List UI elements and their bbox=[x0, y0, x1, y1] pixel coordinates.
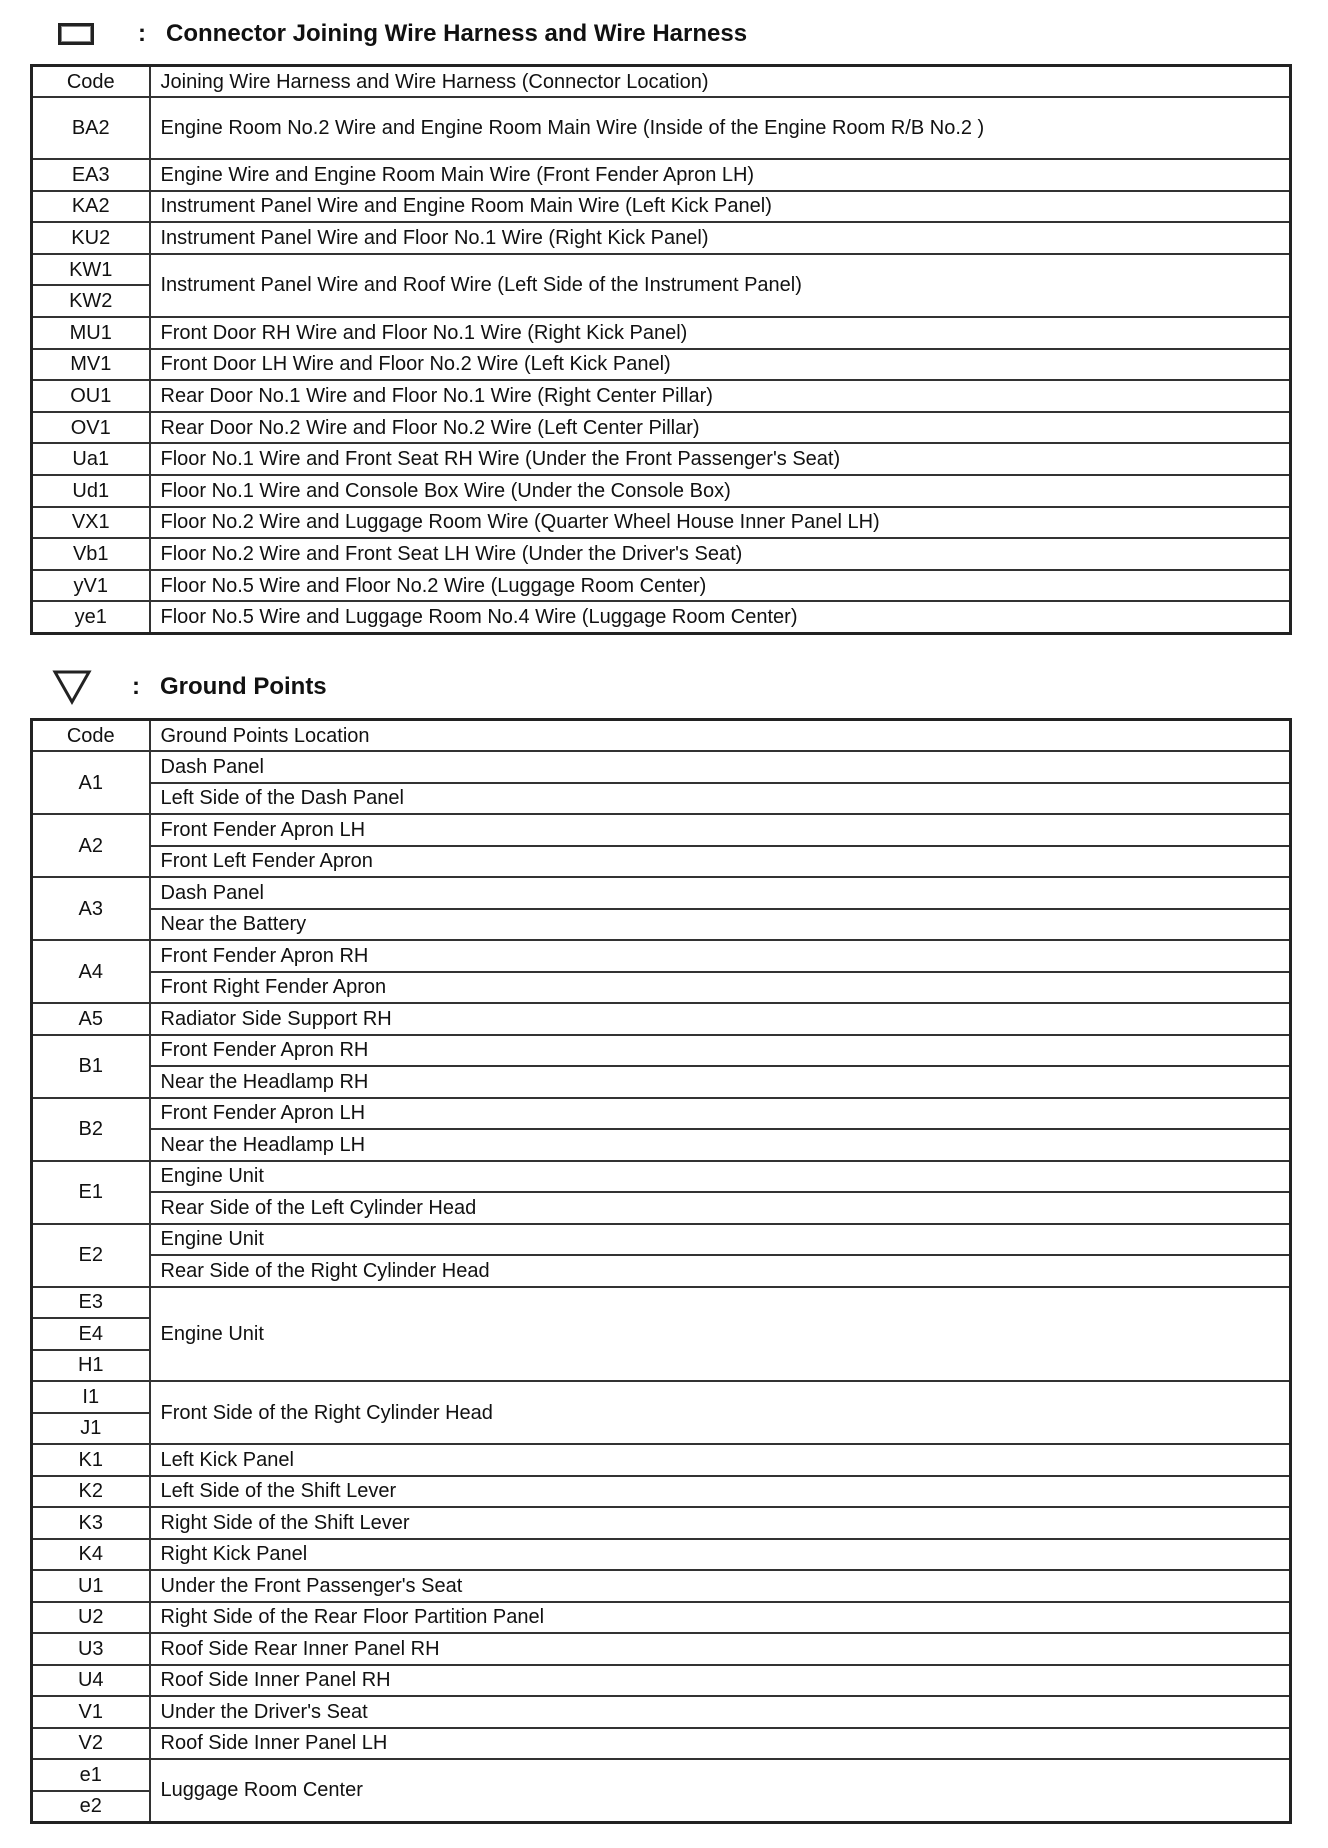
ground-table-body bbox=[32, 720, 1291, 1823]
connector-location: Engine Room No.2 Wire and Engine Room Main Wire (Inside of the Engine Room R/B No.2 ) bbox=[150, 97, 1291, 159]
ground-location: Near the Headlamp LH bbox=[150, 1129, 1291, 1161]
ground-location: Under the Front Passenger's Seat bbox=[150, 1570, 1291, 1602]
connector-code: Vb1 bbox=[32, 538, 150, 570]
ground-code: U3 bbox=[32, 1633, 150, 1665]
ground-location: Front Fender Apron LH bbox=[150, 814, 1291, 846]
connector-code: EA3 bbox=[32, 159, 150, 191]
table-row bbox=[32, 507, 1291, 539]
ground-code: H1 bbox=[32, 1350, 150, 1382]
table-row bbox=[32, 1255, 1291, 1287]
ground-location: Roof Side Inner Panel LH bbox=[150, 1728, 1291, 1760]
ground-code: A1 bbox=[32, 751, 150, 814]
ground-points-table bbox=[30, 718, 1292, 1824]
connector-location: Front Door RH Wire and Floor No.1 Wire (Right Kick Panel) bbox=[150, 317, 1291, 349]
table-row bbox=[32, 1728, 1291, 1760]
ground-location: Left Kick Panel bbox=[150, 1444, 1291, 1476]
ground-code: K2 bbox=[32, 1476, 150, 1508]
connector-section-title: Connector Joining Wire Harness and Wire Harness bbox=[166, 20, 748, 47]
connector-location: Floor No.2 Wire and Front Seat LH Wire (Under the Driver's Seat) bbox=[150, 538, 1291, 570]
table-row bbox=[32, 349, 1291, 381]
ground-code: U1 bbox=[32, 1570, 150, 1602]
ground-location: Roof Side Rear Inner Panel RH bbox=[150, 1633, 1291, 1665]
ground-location: Roof Side Inner Panel RH bbox=[150, 1665, 1291, 1697]
connector-code: yV1 bbox=[32, 570, 150, 602]
connector-location: Rear Door No.2 Wire and Floor No.2 Wire (Left Center Pillar) bbox=[150, 412, 1291, 444]
ground-location: Engine Unit bbox=[150, 1287, 1291, 1382]
ground-code: E4 bbox=[32, 1318, 150, 1350]
connector-location: Instrument Panel Wire and Engine Room Main Wire (Left Kick Panel) bbox=[150, 191, 1291, 223]
table-row bbox=[32, 846, 1291, 878]
connector-code: KW2 bbox=[32, 285, 150, 317]
table-row bbox=[32, 909, 1291, 941]
ground-location: Luggage Room Center bbox=[150, 1759, 1291, 1822]
ground-location: Radiator Side Support RH bbox=[150, 1003, 1291, 1035]
table-row bbox=[32, 1602, 1291, 1634]
connector-location: Floor No.2 Wire and Luggage Room Wire (Quarter Wheel House Inner Panel LH) bbox=[150, 507, 1291, 539]
ground-code: e2 bbox=[32, 1791, 150, 1823]
ground-location: Rear Side of the Right Cylinder Head bbox=[150, 1255, 1291, 1287]
ground-location: Dash Panel bbox=[150, 751, 1291, 783]
connector-code: OU1 bbox=[32, 380, 150, 412]
ground-section-title: Ground Points bbox=[160, 673, 327, 700]
table-row bbox=[32, 570, 1291, 602]
section-colon: : bbox=[138, 20, 146, 47]
square-box-icon bbox=[58, 23, 94, 45]
table-row bbox=[32, 222, 1291, 254]
connector-code: ye1 bbox=[32, 601, 150, 633]
table-row bbox=[32, 1287, 1291, 1319]
code-column-header: Code bbox=[32, 66, 150, 98]
ground-location: Dash Panel bbox=[150, 877, 1291, 909]
ground-code: A3 bbox=[32, 877, 150, 940]
table-row bbox=[32, 317, 1291, 349]
table-row bbox=[32, 1696, 1291, 1728]
connector-location: Front Door LH Wire and Floor No.2 Wire (Left Kick Panel) bbox=[150, 349, 1291, 381]
table-row bbox=[32, 1633, 1291, 1665]
ground-code: J1 bbox=[32, 1413, 150, 1445]
ground-location: Engine Unit bbox=[150, 1161, 1291, 1193]
ground-code: U2 bbox=[32, 1602, 150, 1634]
ground-location: Front Side of the Right Cylinder Head bbox=[150, 1381, 1291, 1444]
table-row bbox=[32, 1759, 1291, 1791]
ground-table-header bbox=[32, 720, 1291, 752]
ground-location: Front Right Fender Apron bbox=[150, 972, 1291, 1004]
table-row bbox=[32, 601, 1291, 633]
connector-location: Engine Wire and Engine Room Main Wire (Front Fender Apron LH) bbox=[150, 159, 1291, 191]
ground-location: Front Fender Apron LH bbox=[150, 1098, 1291, 1130]
ground-code: K4 bbox=[32, 1539, 150, 1571]
table-row bbox=[32, 1192, 1291, 1224]
connector-location: Floor No.5 Wire and Floor No.2 Wire (Luggage Room Center) bbox=[150, 570, 1291, 602]
ground-location: Right Side of the Rear Floor Partition Panel bbox=[150, 1602, 1291, 1634]
table-row bbox=[32, 972, 1291, 1004]
connector-code: KW1 bbox=[32, 254, 150, 286]
ground-code: U4 bbox=[32, 1665, 150, 1697]
table-row bbox=[32, 1476, 1291, 1508]
table-row bbox=[32, 1570, 1291, 1602]
connector-code: KU2 bbox=[32, 222, 150, 254]
ground-code: V1 bbox=[32, 1696, 150, 1728]
ground-location: Near the Battery bbox=[150, 909, 1291, 941]
table-row bbox=[32, 1665, 1291, 1697]
connector-section-header bbox=[52, 14, 747, 54]
ground-code: E2 bbox=[32, 1224, 150, 1287]
table-row bbox=[32, 97, 1291, 159]
table-row bbox=[32, 1003, 1291, 1035]
ground-location: Front Left Fender Apron bbox=[150, 846, 1291, 878]
connector-location: Instrument Panel Wire and Roof Wire (Left Side of the Instrument Panel) bbox=[150, 254, 1291, 317]
table-row bbox=[32, 380, 1291, 412]
connector-code: Ud1 bbox=[32, 475, 150, 507]
ground-code: K3 bbox=[32, 1507, 150, 1539]
table-row bbox=[32, 475, 1291, 507]
table-row bbox=[32, 1098, 1291, 1130]
connector-location: Floor No.5 Wire and Luggage Room No.4 Wire (Luggage Room Center) bbox=[150, 601, 1291, 633]
ground-code: I1 bbox=[32, 1381, 150, 1413]
ground-section-header bbox=[52, 664, 327, 710]
ground-location: Right Kick Panel bbox=[150, 1539, 1291, 1571]
table-row bbox=[32, 1444, 1291, 1476]
down-triangle-icon bbox=[52, 668, 92, 706]
table-row bbox=[32, 751, 1291, 783]
ground-location: Rear Side of the Left Cylinder Head bbox=[150, 1192, 1291, 1224]
table-row bbox=[32, 1224, 1291, 1256]
connector-code: BA2 bbox=[32, 97, 150, 159]
table-row bbox=[32, 443, 1291, 475]
ground-location: Near the Headlamp RH bbox=[150, 1066, 1291, 1098]
connector-table-body bbox=[32, 66, 1291, 634]
connector-code: KA2 bbox=[32, 191, 150, 223]
table-row bbox=[32, 1381, 1291, 1413]
ground-location: Front Fender Apron RH bbox=[150, 940, 1291, 972]
code-column-header: Code bbox=[32, 720, 150, 752]
ground-code: K1 bbox=[32, 1444, 150, 1476]
ground-code: E3 bbox=[32, 1287, 150, 1319]
ground-code: B2 bbox=[32, 1098, 150, 1161]
connector-location: Floor No.1 Wire and Front Seat RH Wire (Under the Front Passenger's Seat) bbox=[150, 443, 1291, 475]
table-row bbox=[32, 1161, 1291, 1193]
ground-location: Left Side of the Dash Panel bbox=[150, 783, 1291, 815]
connector-code: OV1 bbox=[32, 412, 150, 444]
table-row bbox=[32, 254, 1291, 286]
ground-code: A4 bbox=[32, 940, 150, 1003]
ground-location: Engine Unit bbox=[150, 1224, 1291, 1256]
table-row bbox=[32, 191, 1291, 223]
ground-code: E1 bbox=[32, 1161, 150, 1224]
table-row bbox=[32, 412, 1291, 444]
location-column-header: Joining Wire Harness and Wire Harness (Connector Location) bbox=[150, 66, 1291, 98]
ground-location: Under the Driver's Seat bbox=[150, 1696, 1291, 1728]
connector-location: Instrument Panel Wire and Floor No.1 Wire (Right Kick Panel) bbox=[150, 222, 1291, 254]
connector-code: MV1 bbox=[32, 349, 150, 381]
connector-table-header bbox=[32, 66, 1291, 98]
ground-location: Right Side of the Shift Lever bbox=[150, 1507, 1291, 1539]
table-row bbox=[32, 940, 1291, 972]
connector-code: VX1 bbox=[32, 507, 150, 539]
ground-location: Front Fender Apron RH bbox=[150, 1035, 1291, 1067]
ground-code: e1 bbox=[32, 1759, 150, 1791]
connector-location: Floor No.1 Wire and Console Box Wire (Under the Console Box) bbox=[150, 475, 1291, 507]
table-row bbox=[32, 1129, 1291, 1161]
table-row bbox=[32, 783, 1291, 815]
ground-code: V2 bbox=[32, 1728, 150, 1760]
ground-location: Left Side of the Shift Lever bbox=[150, 1476, 1291, 1508]
table-row bbox=[32, 877, 1291, 909]
section-colon: : bbox=[132, 673, 140, 700]
table-row bbox=[32, 538, 1291, 570]
ground-code: A2 bbox=[32, 814, 150, 877]
table-row bbox=[32, 1066, 1291, 1098]
connector-location: Rear Door No.1 Wire and Floor No.1 Wire (Right Center Pillar) bbox=[150, 380, 1291, 412]
connector-table bbox=[30, 64, 1292, 635]
table-row bbox=[32, 1035, 1291, 1067]
location-column-header: Ground Points Location bbox=[150, 720, 1291, 752]
ground-code: A5 bbox=[32, 1003, 150, 1035]
connector-code: Ua1 bbox=[32, 443, 150, 475]
table-row bbox=[32, 1539, 1291, 1571]
table-row bbox=[32, 814, 1291, 846]
ground-code: B1 bbox=[32, 1035, 150, 1098]
connector-code: MU1 bbox=[32, 317, 150, 349]
table-row bbox=[32, 159, 1291, 191]
table-row bbox=[32, 1507, 1291, 1539]
